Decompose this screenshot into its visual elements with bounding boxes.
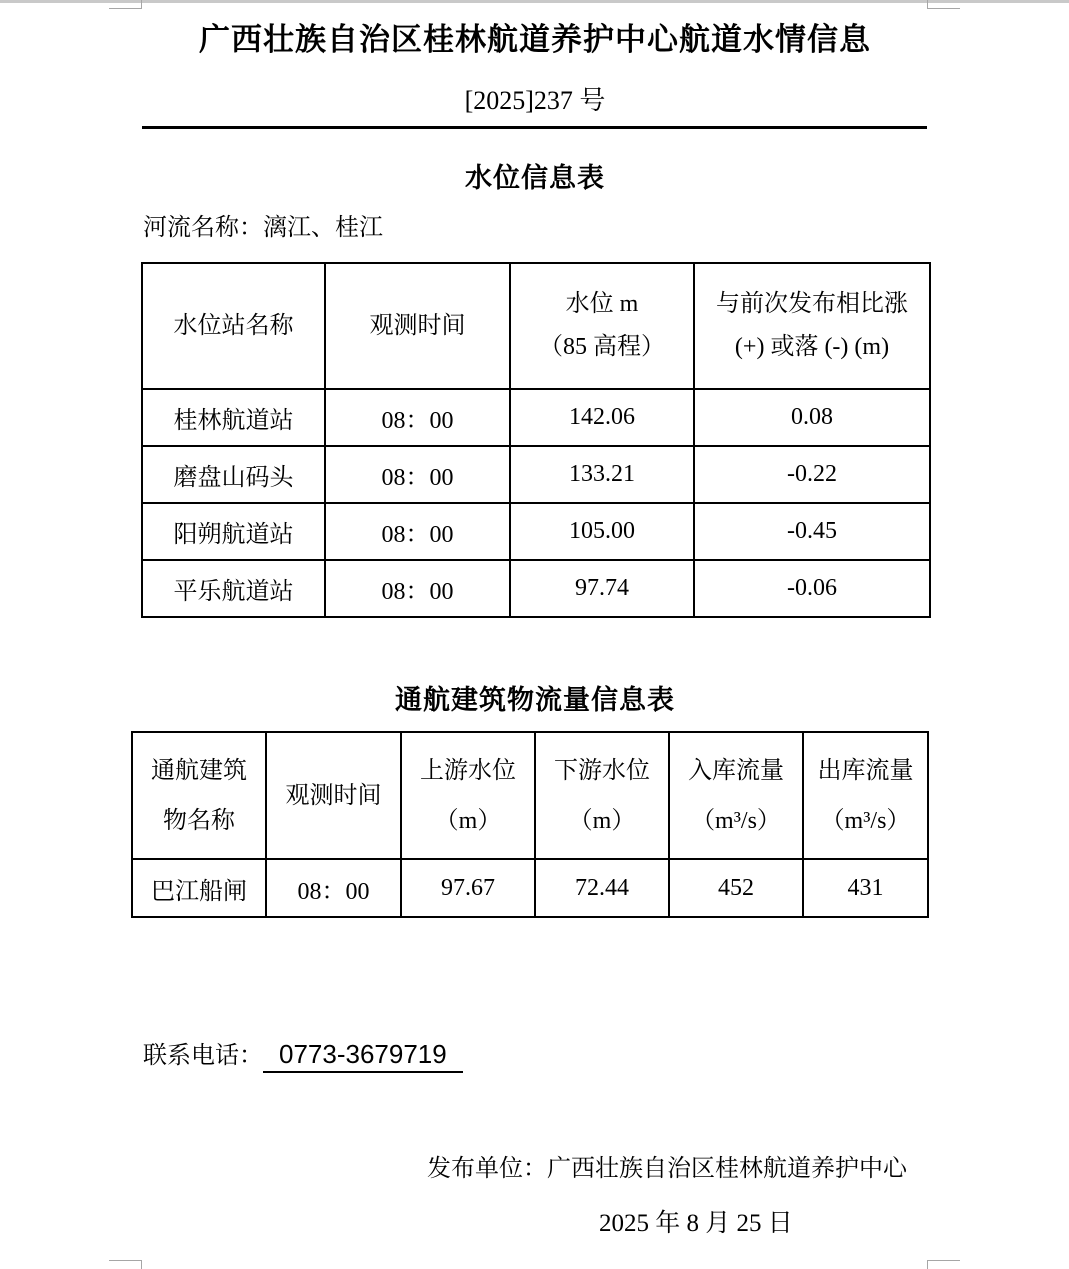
flow-table [131,731,929,918]
structure-name-cell: 巴江船闸 [132,859,266,917]
water-level-section-title: 水位信息表 [465,163,605,193]
inflow-cell: 452 [669,859,803,917]
header-structure-name [132,732,266,859]
header-divider-line [142,126,927,129]
margin-mark-bottom-left [109,1260,142,1269]
header-text: 上游水位 [420,757,516,784]
header-text: 物名称 [163,807,235,834]
header-station-name [142,263,325,389]
water-level-cell: 133.21 [510,446,694,503]
header-text: 入库流量 [688,757,784,784]
station-name-cell: 平乐航道站 [142,560,325,617]
contact-phone: 0773-3679719 [263,1039,463,1073]
document-number: [2025]237 号 [464,86,606,115]
water-level-header-row [142,263,930,389]
header-observation-time [266,732,401,859]
table-row [142,503,930,560]
upstream-level-cell: 97.67 [401,859,535,917]
change-cell: 0.08 [694,389,930,446]
header-text: （85 高程） [539,334,665,360]
document-content [142,0,928,1269]
downstream-level-cell: 72.44 [535,859,669,917]
time-cell: 08：00 [266,859,401,917]
header-text: （m³/s） [691,807,781,834]
contact-line [143,1038,463,1074]
header-text: （m³/s） [820,807,911,834]
contact-label: 联系电话： [143,1043,263,1069]
time-cell: 08：00 [325,446,510,503]
header-text: 观测时间 [285,782,382,809]
publish-date: 2025 年 8 月 25 日 [599,1210,793,1237]
station-name-cell: 磨盘山码头 [142,446,325,503]
header-water-level [510,263,694,389]
change-cell: -0.45 [694,503,930,560]
header-observation-time [325,263,510,389]
header-change-vs-previous [694,263,930,389]
water-level-table [141,262,931,618]
time-cell: 08：00 [325,503,510,560]
header-text: （m） [434,807,502,834]
table-row [142,446,930,503]
header-text: 与前次发布相比涨 [716,291,908,317]
header-text: 水位 m [565,291,639,317]
outflow-cell: 431 [803,859,928,917]
river-name-line: 河流名称：漓江、桂江 [143,215,383,241]
table-row [132,859,928,917]
margin-mark-bottom-right [927,1260,960,1269]
header-upstream-level [401,732,535,859]
header-text: 观测时间 [369,312,466,339]
change-cell: -0.22 [694,446,930,503]
header-outflow [803,732,928,859]
change-cell: -0.06 [694,560,930,617]
publisher-line: 发布单位：广西壮族自治区桂林航道养护中心 [427,1156,907,1182]
header-downstream-level [535,732,669,859]
station-name-cell: 桂林航道站 [142,389,325,446]
flow-header-row [132,732,928,859]
time-cell: 08：00 [325,560,510,617]
header-inflow [669,732,803,859]
flow-section-title: 通航建筑物流量信息表 [395,685,675,715]
table-row [142,389,930,446]
time-cell: 08：00 [325,389,510,446]
table-row [142,560,930,617]
header-text: 下游水位 [554,757,650,784]
margin-mark-top-right [927,0,960,9]
header-text: 水位站名称 [173,312,294,339]
water-level-cell: 105.00 [510,503,694,560]
water-level-cell: 142.06 [510,389,694,446]
header-text: (+) 或落 (-) (m) [734,334,890,360]
document-title: 广西壮族自治区桂林航道养护中心航道水情信息 [199,22,871,57]
station-name-cell: 阳朔航道站 [142,503,325,560]
header-text: （m） [568,807,636,834]
header-text: 通航建筑 [151,757,247,784]
margin-mark-top-left [109,0,142,9]
water-level-cell: 97.74 [510,560,694,617]
header-text: 出库流量 [817,757,914,784]
